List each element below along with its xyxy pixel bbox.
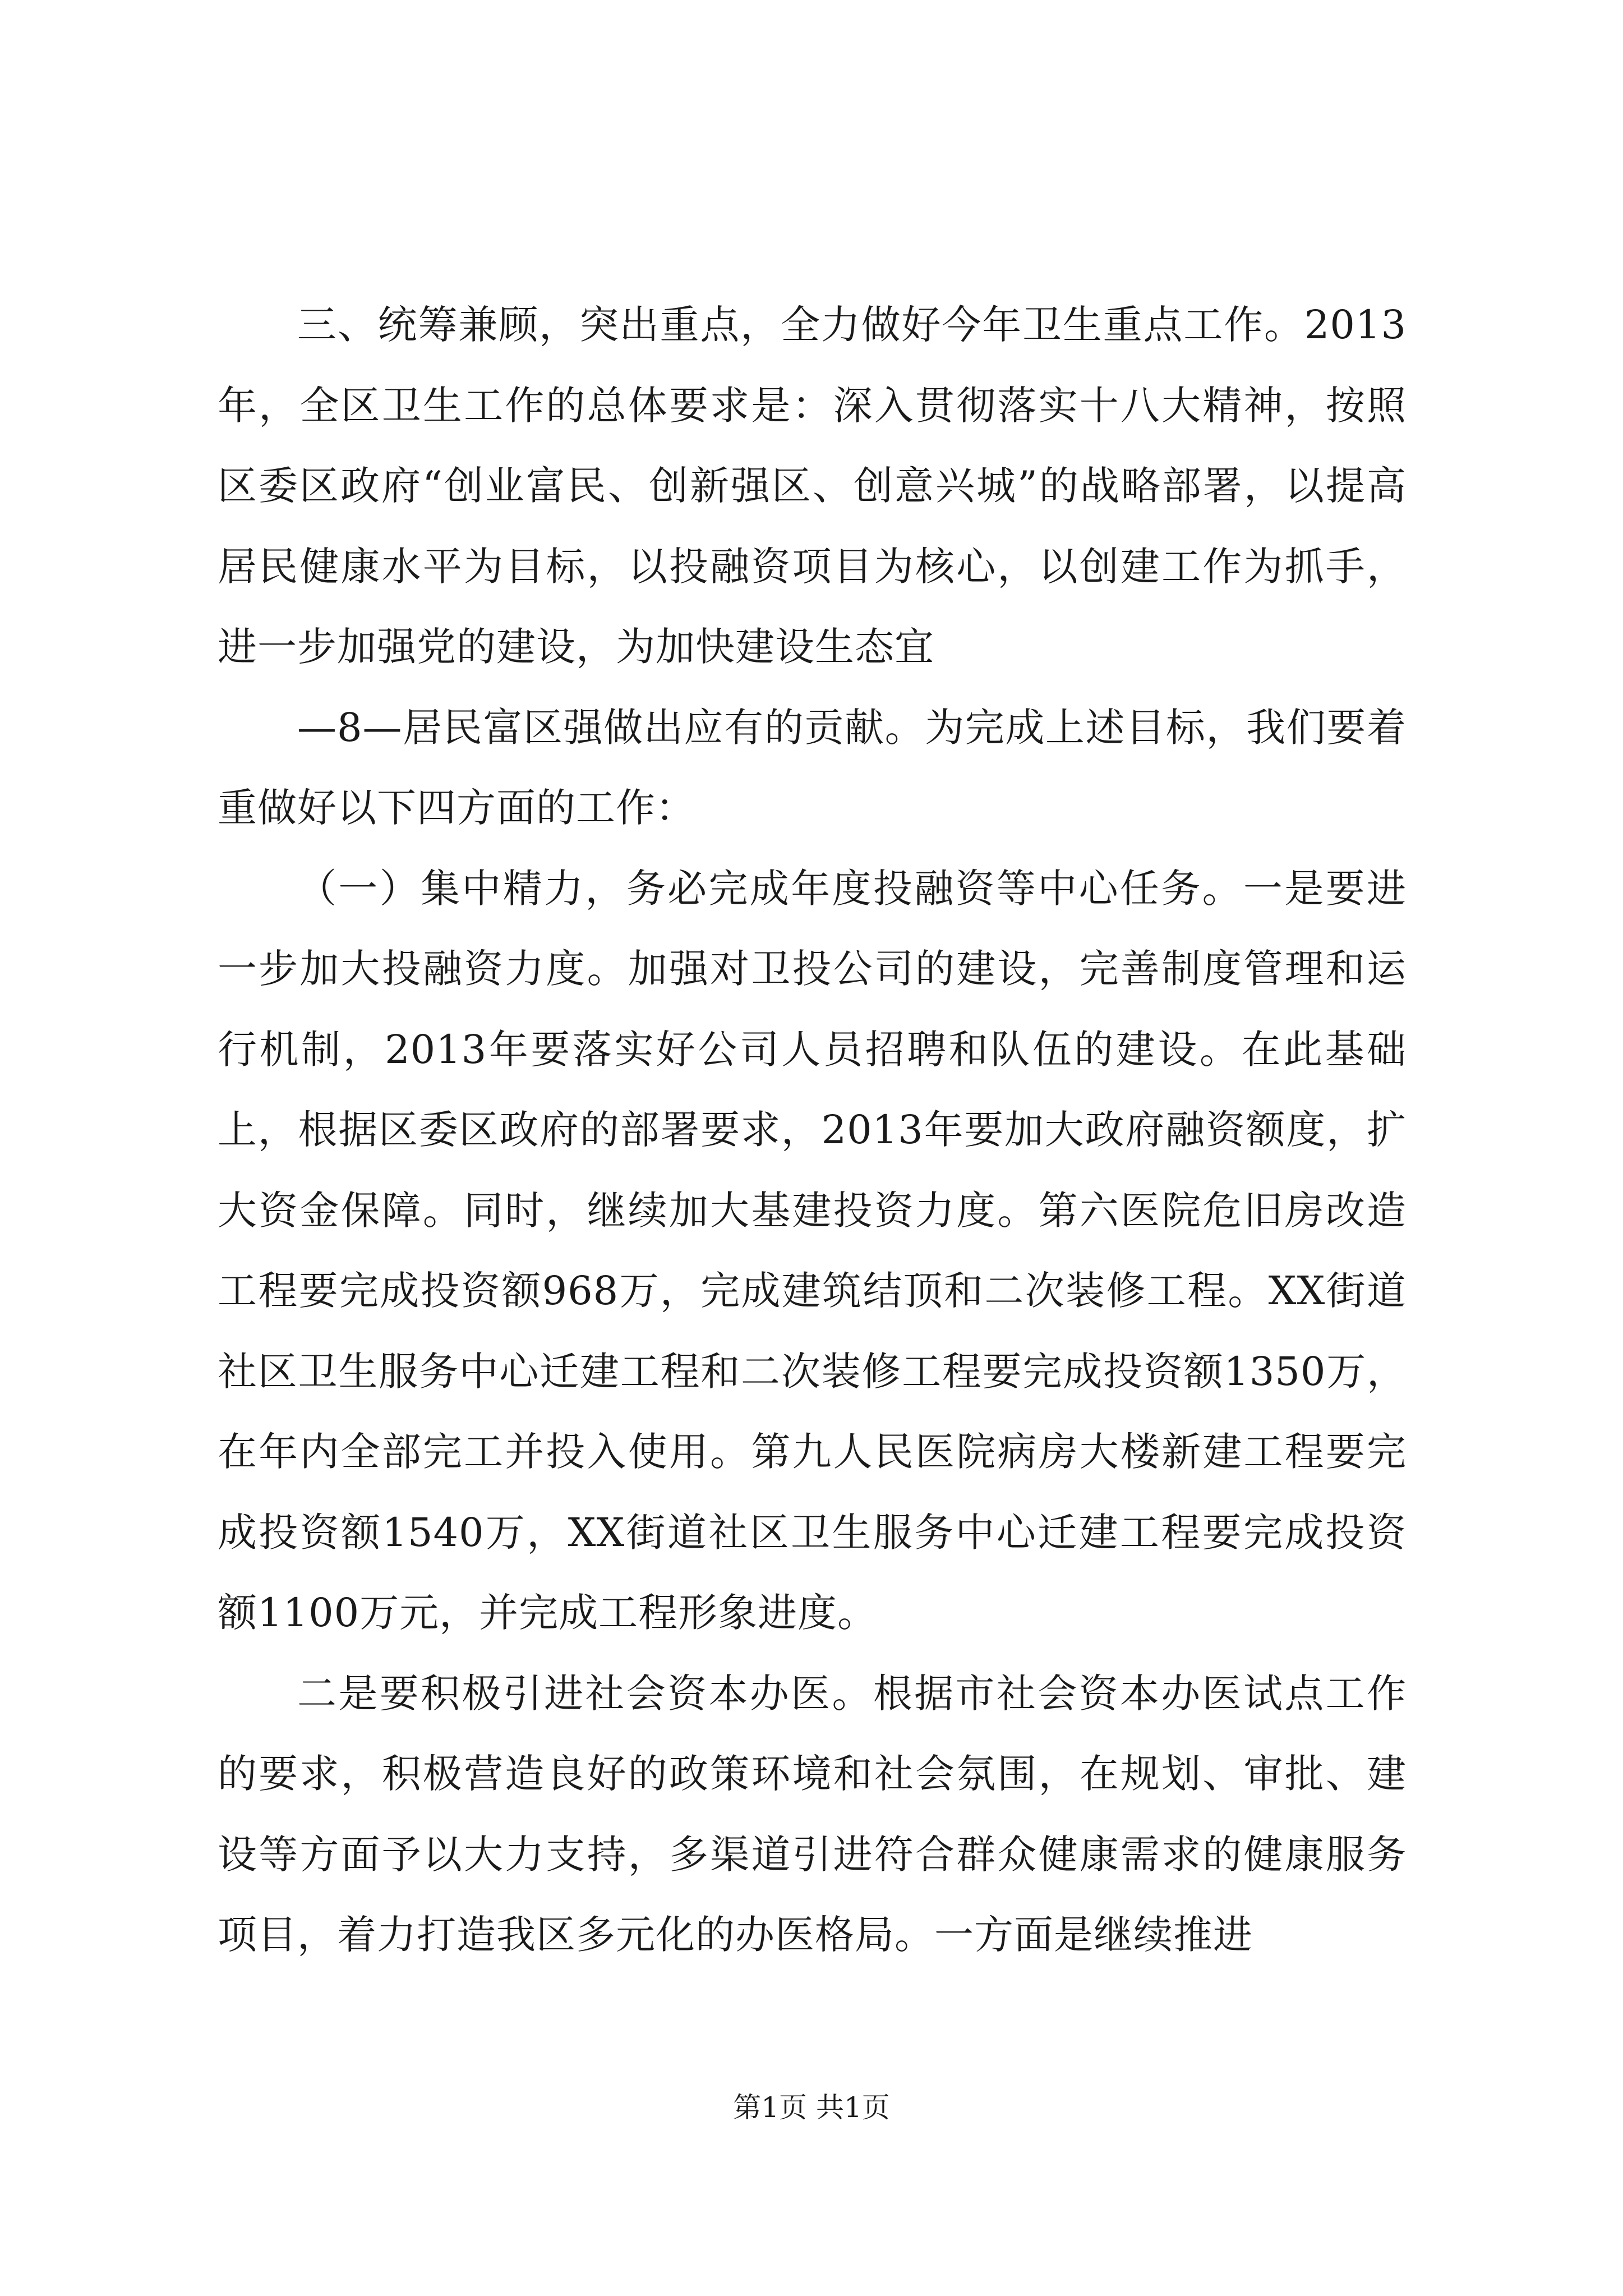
page-footer: 第1页 共1页 bbox=[733, 2091, 890, 2124]
document-body bbox=[218, 285, 1407, 1976]
paragraph-item-one: （一）集中精力，务必完成年度投融资等中心任务。一是要进一步加大投融资力度。加强对卫投公司的建设，完善制度管理和运行机制，2013年要落实好公司人员招聘和队伍的建设。在此基础上，根据区委区政府的部署要求，2013年要加大政府融资额度，扩大资金保障。同时，继续加大基建投资力度。第六医院危旧房改造工程要完成投资额968万，完成建筑结顶和二次装修工程。XX街道社区卫生服务中心迁建工程和二次装修工程要完成投资额1350万，在年内全部完工并投入使用。第九人民医院病房大楼新建工程要完成投资额1540万，XX街道社区卫生服务中心迁建工程要完成投资额1100万元，并完成工程形象进度。 bbox=[218, 865, 1407, 1636]
paragraph-continuation: —8—居民富区强做出应有的贡献。为完成上述目标，我们要着重做好以下四方面的工作： bbox=[218, 704, 1407, 831]
paragraph-item-two: 二是要积极引进社会资本办医。根据市社会资本办医试点工作的要求，积极营造良好的政策环境和社会氛围，在规划、审批、建设等方面予以大力支持，多渠道引进符合群众健康需求的健康服务项目，着力打造我区多元化的办医格局。一方面是继续推进 bbox=[218, 1670, 1407, 1958]
paragraph-section-three: 三、统筹兼顾，突出重点，全力做好今年卫生重点工作。2013年，全区卫生工作的总体要求是：深入贯彻落实十八大精神，按照区委区政府“创业富民、创新强区、创意兴城”的战略部署，以提高居民健康水平为目标，以投融资项目为核心，以创建工作为抓手，进一步加强党的建设，为加快建设生态宜 bbox=[218, 302, 1407, 670]
